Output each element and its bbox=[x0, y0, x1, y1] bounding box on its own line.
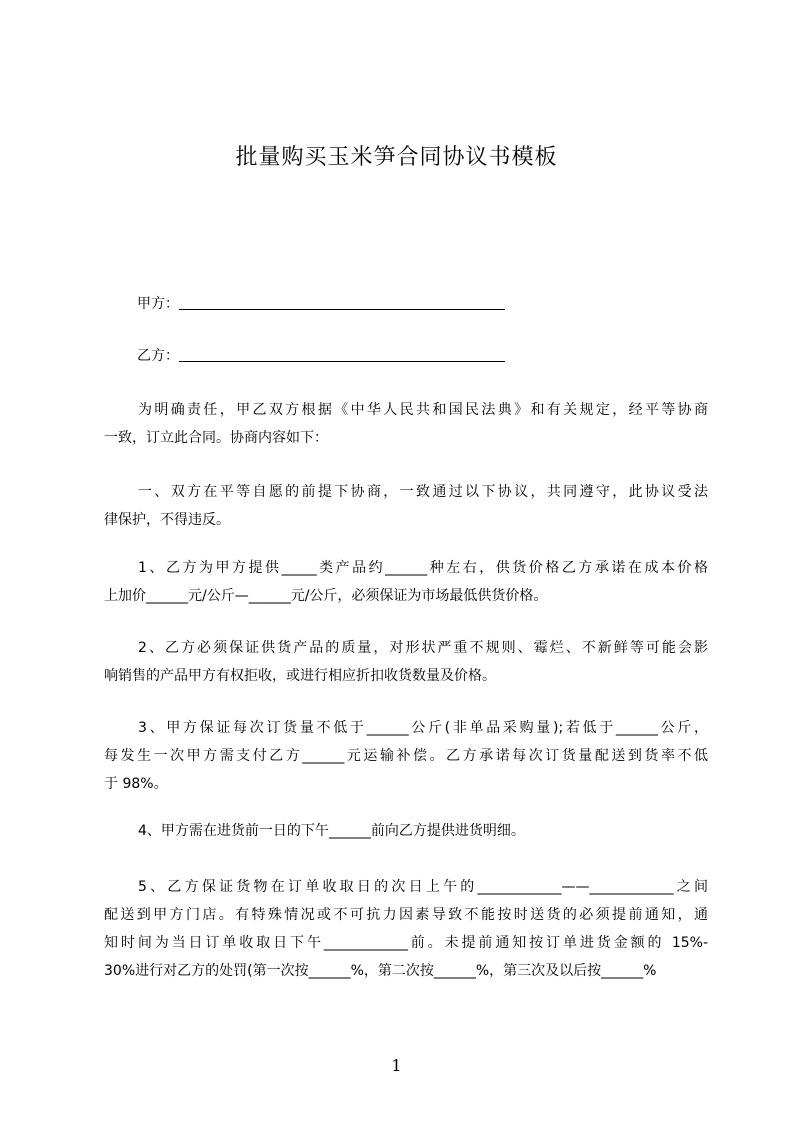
paragraph-line: 于 98%。 bbox=[104, 776, 168, 792]
paragraph-line: 为明确责任，甲乙双方根据《中华人民共和国民法典》和有关规定，经平等协商 bbox=[138, 402, 708, 418]
paragraph-line: 一、双方在平等自愿的前提下协商，一致通过以下协议，共同遵守，此协议受法 bbox=[138, 484, 708, 500]
paragraph-line: 1、乙方为甲方提供_____类产品约______种左右，供货价格乙方承诺在成本价格 bbox=[138, 560, 708, 576]
document-title: 批量购买玉米笋合同协议书模板 bbox=[235, 145, 558, 170]
party-a-blank bbox=[179, 297, 505, 310]
party-b-label: 乙方： bbox=[137, 348, 179, 364]
item-1-paragraph bbox=[104, 554, 708, 610]
item-4-paragraph bbox=[104, 817, 708, 845]
paragraph-line: 每发生一次甲方需支付乙方______元运输补偿。乙方承诺每次订货量配送到货率不低 bbox=[104, 748, 708, 764]
item-2-paragraph bbox=[104, 634, 708, 690]
party-b-field bbox=[137, 345, 505, 365]
party-a-label: 甲方： bbox=[137, 296, 179, 312]
paragraph-line: 3、甲方保证每次订货量不低于______公斤(非单品采购量);若低于______公斤， bbox=[138, 720, 708, 736]
paragraph-line: 一致，订立此合同。协商内容如下： bbox=[104, 430, 328, 446]
intro-paragraph bbox=[104, 396, 708, 452]
item-5-paragraph bbox=[104, 873, 708, 985]
paragraph-line: 5、乙方保证货物在订单收取日的次日上午的____________——____________之间 bbox=[138, 879, 708, 895]
paragraph-line: 配送到甲方门店。有特殊情况或不可抗力因素导致不能按时送货的必须提前通知，通 bbox=[104, 907, 708, 923]
party-a-field bbox=[137, 293, 505, 313]
paragraph-line: 律保护，不得违反。 bbox=[104, 512, 230, 528]
page-number: 1 bbox=[391, 1056, 402, 1075]
item-3-paragraph bbox=[104, 714, 708, 798]
paragraph-line: 知时间为当日订单收取日下午____________前。未提前通知按订单进货金额的 15%- bbox=[104, 935, 708, 951]
party-b-blank bbox=[179, 349, 505, 362]
paragraph-line: 4、甲方需在进货前一日的下午______前向乙方提供进货明细。 bbox=[138, 823, 525, 839]
section-1-paragraph bbox=[104, 478, 708, 534]
paragraph-line: 30%进行对乙方的处罚(第一次按______%，第二次按______%，第三次及以后按______% bbox=[104, 963, 657, 979]
paragraph-line: 响销售的产品甲方有权拒收，或进行相应折扣收货数量及价格。 bbox=[104, 668, 496, 684]
paragraph-line: 2、乙方必须保证供货产品的质量，对形状严重不规则、霉烂、不新鲜等可能会影 bbox=[138, 640, 708, 656]
paragraph-line: 上加价______元/公斤—______元/公斤，必须保证为市场最低供货价格。 bbox=[104, 588, 548, 604]
